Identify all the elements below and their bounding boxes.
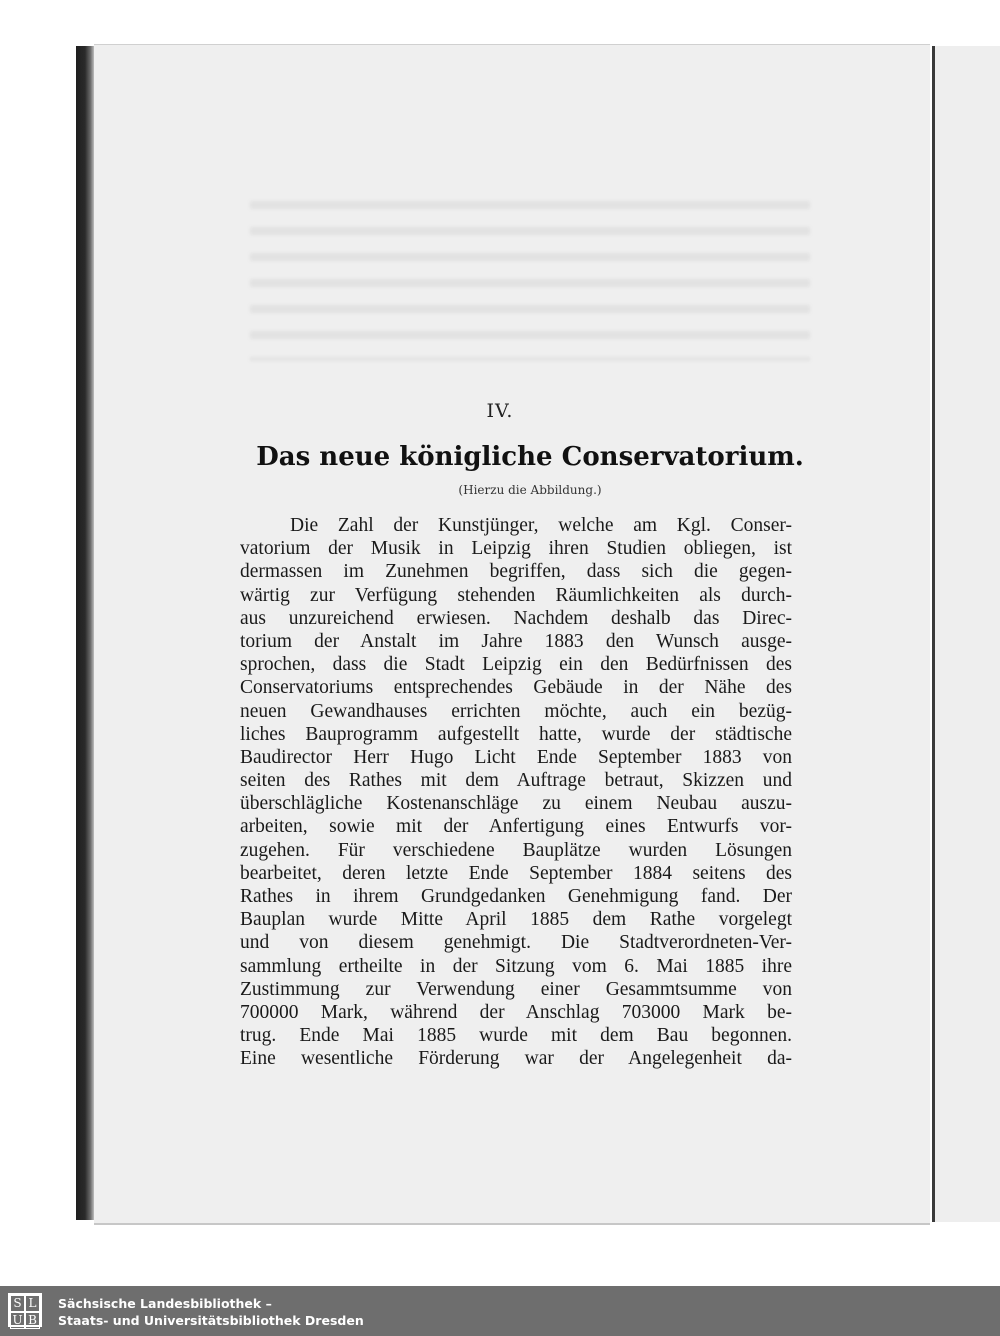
footer-line-2: Staats- und Universitätsbibliothek Dresden bbox=[58, 1313, 364, 1328]
text-line: torium der Anstalt im Jahre 1883 den Wunsch ausge- bbox=[240, 630, 792, 652]
logo-letter: B bbox=[25, 1312, 40, 1329]
text-line: dermassen im Zunehmen begriffen, dass sich die gegen- bbox=[240, 561, 792, 583]
text-line: überschlägliche Kostenanschläge zu einem Neubau auszu- bbox=[240, 793, 792, 815]
book-spine-edge bbox=[76, 46, 94, 1220]
text-line: vatorium der Musik in Leipzig ihren Studien obliegen, ist bbox=[240, 538, 792, 560]
text-line: neuen Gewandhauses errichten möchte, auch ein bezüg- bbox=[240, 700, 792, 722]
text-line: Eine wesentliche Förderung war der Angelegenheit da- bbox=[240, 1048, 792, 1070]
text-line: Rathes in ihrem Grundgedanken Genehmigung fand. Der bbox=[240, 886, 792, 907]
right-page-edge bbox=[932, 46, 1000, 1222]
text-line: bearbeitet, deren letzte Ende September 1884 seitens des bbox=[240, 862, 792, 884]
text-line: liches Bauprogramm aufgestellt hatte, wurde der städtische bbox=[240, 723, 792, 745]
text-line: trug. Ende Mai 1885 wurde mit dem Bau begonnen. bbox=[240, 1025, 792, 1047]
library-footer bbox=[0, 1286, 1000, 1336]
text-line: aus unzureichend erwiesen. Nachdem deshalb das Direc- bbox=[240, 607, 792, 629]
body-paragraph bbox=[240, 514, 792, 1071]
text-line: Die Zahl der Kunstjünger, welche am Kgl. Conser- bbox=[290, 515, 792, 536]
logo-letter: L bbox=[25, 1295, 40, 1312]
text-line: Zustimmung zur Verwendung einer Gesammtsumme von bbox=[240, 978, 792, 1000]
slub-logo-icon bbox=[8, 1293, 42, 1327]
text-line: Baudirector Herr Hugo Licht Ende September 1883 von bbox=[240, 746, 792, 768]
text-line: sprochen, dass die Stadt Leipzig ein den Bedürfnissen des bbox=[240, 654, 792, 676]
text-line: Conservatoriums entsprechendes Gebäude in der Nähe des bbox=[240, 677, 792, 699]
footer-institution-name bbox=[58, 1295, 364, 1329]
footer-line-1: Sächsische Landesbibliothek – bbox=[58, 1296, 272, 1311]
text-line: zugehen. Für verschiedene Bauplätze wurden Lösungen bbox=[240, 839, 792, 861]
text-line: 700000 Mark, während der Anschlag 703000 Mark be- bbox=[240, 1001, 792, 1023]
text-line: arbeiten, sowie mit der Anfertigung eines Entwurfs vor- bbox=[240, 816, 792, 838]
logo-letter: U bbox=[10, 1312, 25, 1329]
page-subtitle: (Hierzu die Abbildung.) bbox=[458, 483, 602, 497]
chapter-number: IV. bbox=[486, 400, 514, 422]
text-line: wärtig zur Verfügung stehenden Räumlichkeiten als durch- bbox=[240, 584, 792, 606]
text-line: und von diesem genehmigt. Die Stadtverordneten-Ver- bbox=[240, 932, 792, 954]
text-line: sammlung ertheilte in der Sitzung vom 6. Mai 1885 ihre bbox=[240, 955, 792, 977]
show-through-text bbox=[250, 201, 810, 361]
text-line: Bauplan wurde Mitte April 1885 dem Rathe vorgelegt bbox=[240, 909, 792, 931]
text-line: seiten des Rathes mit dem Auftrage betraut, Skizzen und bbox=[240, 770, 792, 792]
page-title: Das neue königliche Conservatorium. bbox=[256, 442, 804, 472]
logo-letter: S bbox=[10, 1295, 25, 1312]
